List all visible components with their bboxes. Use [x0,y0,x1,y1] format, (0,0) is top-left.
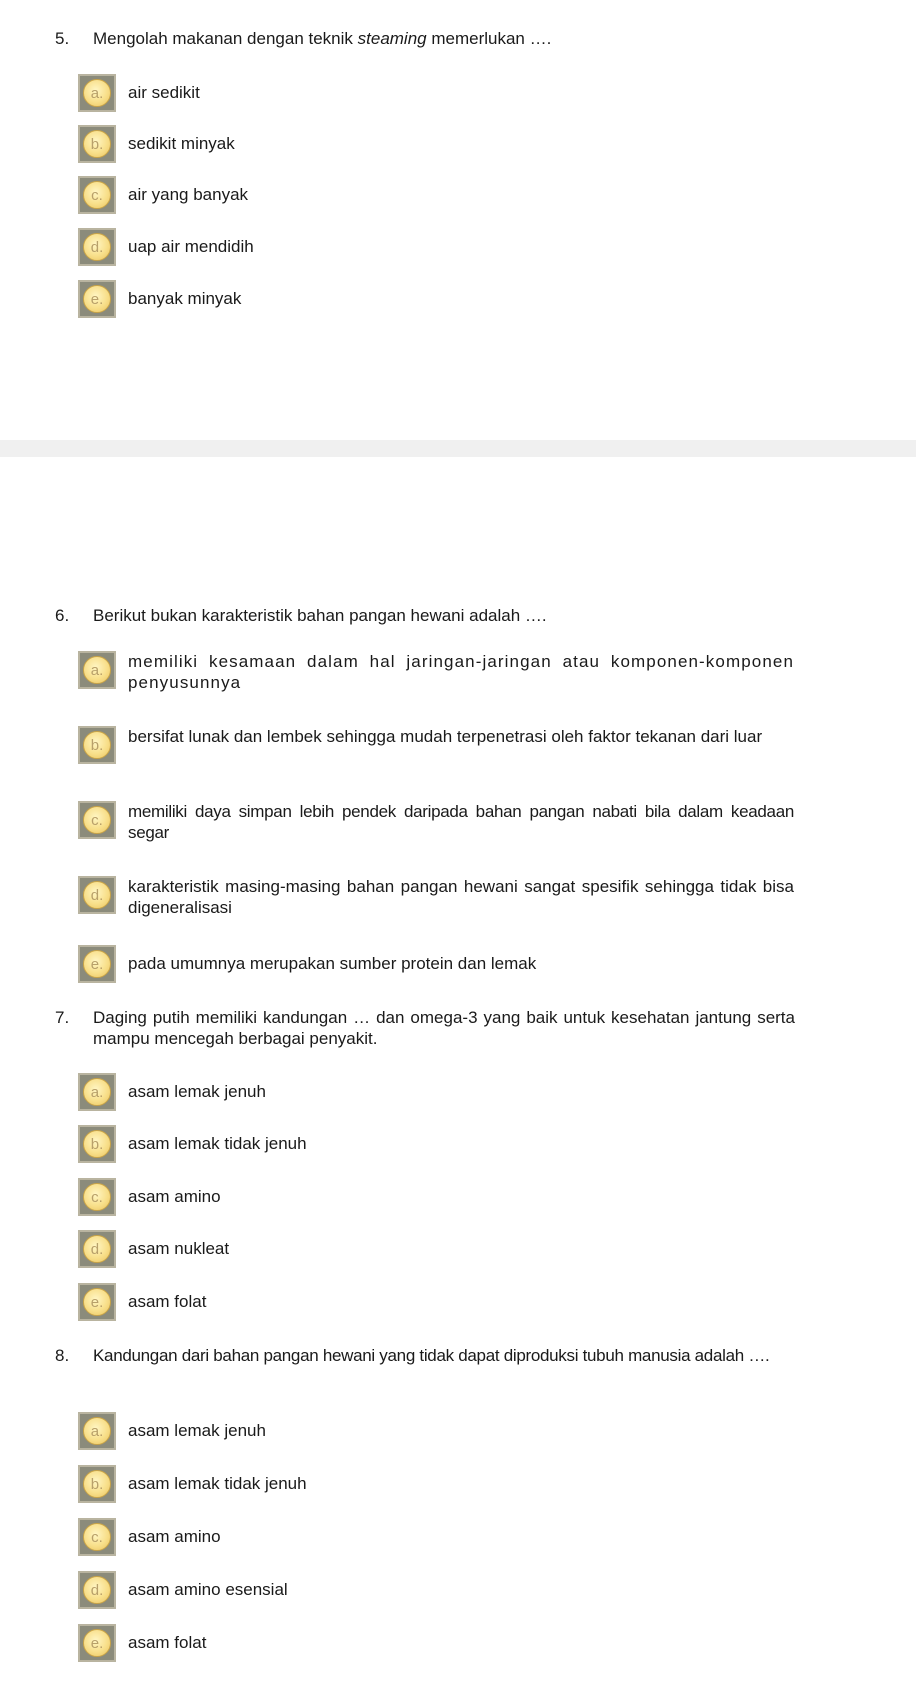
option-letter-badge[interactable]: b. [78,726,116,764]
question-5 [55,28,795,49]
option-6c[interactable] [78,801,794,843]
option-5b[interactable] [78,125,794,154]
page-break [0,440,916,457]
question-stem: Berikut bukan karakteristik bahan pangan hewani adalah …. [93,606,547,625]
option-8e[interactable] [78,1624,794,1653]
option-letter-badge[interactable]: b. [78,1125,116,1163]
option-8a[interactable] [78,1412,794,1441]
option-8d[interactable] [78,1571,794,1600]
option-text: asam folat [128,1292,207,1311]
option-text: asam amino [128,1527,221,1546]
question-7 [55,1007,795,1049]
option-7c[interactable] [78,1178,794,1207]
option-letter-badge[interactable]: e. [78,280,116,318]
option-text: asam lemak tidak jenuh [128,1134,307,1153]
question-8 [55,1345,795,1366]
option-text: asam folat [128,1633,207,1652]
option-letter-badge[interactable]: a. [78,74,116,112]
option-text: uap air mendidih [128,237,254,256]
option-5c[interactable] [78,176,794,205]
question-number: 7. [55,1008,70,1027]
option-letter-badge[interactable]: c. [78,1178,116,1216]
option-letter-badge[interactable]: d. [78,228,116,266]
option-7e[interactable] [78,1283,794,1312]
option-letter-badge[interactable]: b. [78,1465,116,1503]
option-letter-badge[interactable]: d. [78,876,116,914]
option-6e[interactable] [78,945,794,974]
option-letter-badge[interactable]: c. [78,801,116,839]
option-7b[interactable] [78,1125,794,1154]
stem-text-end: memerlukan …. [426,29,552,48]
option-letter-badge[interactable]: d. [78,1571,116,1609]
option-text: memiliki daya simpan lebih pendek daripada bahan pangan nabati bila dalam keadaan segar [128,802,794,842]
option-text: banyak minyak [128,289,242,308]
question-stem: Daging putih memiliki kandungan … dan omega-3 yang baik untuk kesehatan jantung serta mampu mencegah berbagai penyakit. [93,1008,795,1048]
option-8c[interactable] [78,1518,794,1547]
stem-text: Mengolah makanan dengan teknik [93,29,358,48]
page-top [0,0,916,440]
option-text: asam lemak tidak jenuh [128,1474,307,1493]
option-text: memiliki kesamaan dalam hal jaringan-jaringan atau komponen-komponen penyusunnya [128,652,794,692]
question-number: 6. [55,606,70,625]
option-6d[interactable] [78,876,794,918]
option-text: air sedikit [128,83,200,102]
option-text: bersifat lunak dan lembek sehingga mudah terpenetrasi oleh faktor tekanan dari luar [128,727,763,746]
option-text: asam lemak jenuh [128,1421,266,1440]
option-letter-badge[interactable]: e. [78,1624,116,1662]
option-8b[interactable] [78,1465,794,1494]
question-number: 5. [55,29,70,48]
option-letter-badge[interactable]: a. [78,1073,116,1111]
option-text: air yang banyak [128,185,249,204]
option-letter-badge[interactable]: a. [78,651,116,689]
option-5a[interactable] [78,74,794,103]
option-text: karakteristik masing-masing bahan pangan hewani sangat spesifik sehingga tidak bisa digeneralisasi [128,877,794,917]
option-letter-badge[interactable]: c. [78,1518,116,1556]
option-letter-badge[interactable]: e. [78,945,116,983]
option-5d[interactable] [78,228,794,257]
question-stem: Kandungan dari bahan pangan hewani yang tidak dapat diproduksi tubuh manusia adalah …. [93,1346,770,1365]
option-letter-badge[interactable]: e. [78,1283,116,1321]
option-text: asam nukleat [128,1239,230,1258]
question-number: 8. [55,1346,70,1365]
option-6a[interactable] [78,651,794,693]
option-7a[interactable] [78,1073,794,1102]
option-text: asam lemak jenuh [128,1082,266,1101]
option-letter-badge[interactable]: a. [78,1412,116,1450]
question-stem [93,28,795,49]
option-letter-badge[interactable]: d. [78,1230,116,1268]
option-text: pada umumnya merupakan sumber protein dan lemak [128,954,537,973]
option-text: sedikit minyak [128,134,235,153]
stem-emphasis: steaming [357,29,427,48]
option-6b[interactable] [78,726,794,754]
option-7d[interactable] [78,1230,794,1259]
question-6 [55,605,795,626]
option-text: asam amino [128,1187,221,1206]
option-letter-badge[interactable]: b. [78,125,116,163]
option-5e[interactable] [78,280,794,309]
option-letter-badge[interactable]: c. [78,176,116,214]
option-text: asam amino esensial [128,1580,288,1599]
